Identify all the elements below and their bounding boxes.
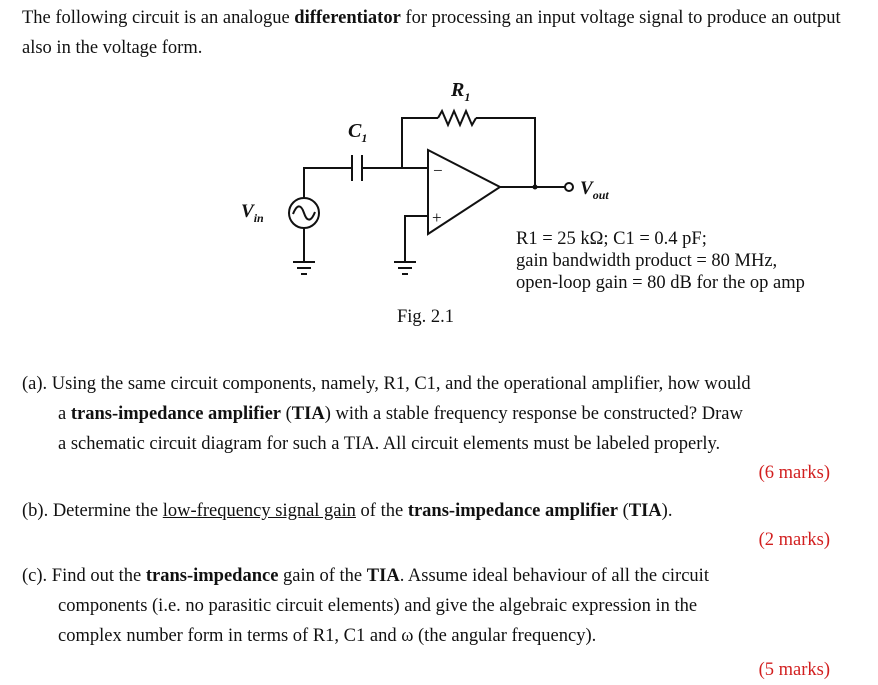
opamp-plus-sign: + bbox=[432, 208, 442, 227]
output-terminal bbox=[565, 183, 573, 191]
feedback-wire-right bbox=[476, 118, 535, 187]
question-c-line3: complex number form in terms of R1, C1 and ω (the angular frequency). bbox=[58, 626, 597, 646]
opamp-minus-sign: − bbox=[433, 161, 443, 180]
output-node-dot bbox=[533, 185, 538, 190]
question-c bbox=[22, 561, 834, 651]
question-a-line2: a trans-impedance amplifier (TIA) with a stable frequency response be constructed? Draw bbox=[58, 404, 743, 424]
question-c-line1: (c). Find out the trans-impedance gain of the TIA. Assume ideal behaviour of all the circuit bbox=[22, 566, 709, 586]
c1-label: $C_1$ bbox=[348, 120, 368, 145]
intro-bold-differentiator: differentiator bbox=[294, 8, 401, 28]
r1-zigzag bbox=[438, 111, 476, 125]
vout-label: $V_{out}$ bbox=[580, 178, 609, 202]
question-a-line3: a schematic circuit diagram for such a TIA. All circuit elements must be labeled properly. bbox=[58, 434, 721, 454]
underlined-low-frequency-gain: low-frequency signal gain bbox=[162, 501, 356, 521]
figure-caption: Fig. 2.1 bbox=[397, 307, 455, 327]
question-a-line1: (a). Using the same circuit components, namely, R1, C1, and the operational amplifier, how would bbox=[22, 374, 751, 394]
param-line-3: open-loop gain = 80 dB for the op amp bbox=[516, 273, 805, 293]
r1-label: $R_1$ bbox=[451, 79, 471, 104]
intro-text-continued: for processing an input voltage signal to produce an output also in the voltage form. bbox=[22, 8, 841, 58]
question-a-marks: (6 marks) bbox=[758, 463, 830, 483]
question-b: (b). Determine the low-frequency signal gain of the trans-impedance amplifier (TIA). bbox=[22, 501, 673, 521]
vin-source-sine bbox=[293, 206, 315, 219]
question-b-marks: (2 marks) bbox=[758, 530, 830, 550]
question-c-line2: components (i.e. no parasitic circuit elements) and give the algebraic expression in the bbox=[58, 596, 698, 616]
component-parameters bbox=[516, 228, 805, 294]
vin-to-cap-wire bbox=[304, 168, 352, 198]
vin-label: $V_{in}$ bbox=[241, 201, 264, 225]
question-c-marks: (5 marks) bbox=[758, 660, 830, 680]
param-line-2: gain bandwidth product = 80 MHz, bbox=[516, 251, 778, 271]
noninv-input-wire bbox=[405, 216, 428, 262]
intro-text: The following circuit is an analogue bbox=[22, 8, 295, 28]
question-a bbox=[22, 369, 834, 459]
param-line-1: R1 = 25 kΩ; C1 = 0.4 pF; bbox=[516, 229, 707, 249]
